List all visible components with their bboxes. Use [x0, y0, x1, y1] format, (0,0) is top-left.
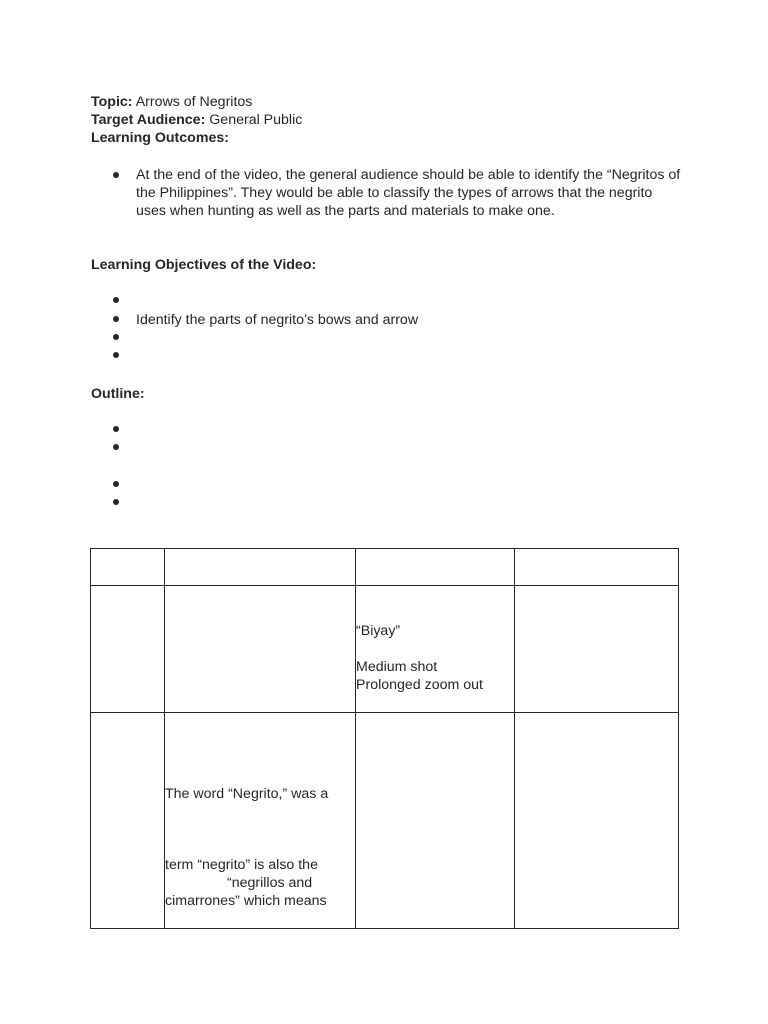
outcomes-heading: Learning Outcomes:: [91, 130, 229, 146]
table-cell: [165, 713, 356, 929]
table-cell: [356, 549, 515, 586]
objective-bullet-3: [113, 334, 119, 340]
table-cell: [165, 586, 356, 713]
table-cell: [91, 586, 165, 713]
audience-line: [91, 111, 302, 129]
table-cell: [515, 549, 679, 586]
biyay-text: “Biyay”: [356, 623, 401, 639]
table-cell: [91, 549, 165, 586]
table-cell: [356, 586, 515, 713]
topic-label: Topic:: [91, 94, 133, 110]
shot-type-text: Medium shot: [356, 659, 438, 675]
script-table: [90, 548, 679, 929]
audience-label: Target Audience:: [91, 112, 206, 128]
table-cell: [515, 713, 679, 929]
outline-bullet-2: [113, 444, 119, 450]
camera-move-text: Prolonged zoom out: [356, 677, 483, 693]
narration-line-1: The word “Negrito,” was a: [165, 786, 329, 802]
table-row: [91, 586, 679, 713]
outcome-bullet: [113, 172, 119, 178]
audience-value: General Public: [209, 112, 303, 128]
narration-line-4: cimarrones” which means: [165, 893, 327, 909]
objective-bullet-2: [113, 316, 119, 322]
topic-value: Arrows of Negritos: [135, 94, 253, 110]
narration-line-3: “negrillos and: [227, 875, 313, 891]
outline-bullet-3: [113, 481, 119, 487]
outline-heading: Outline:: [91, 386, 145, 402]
table-cell: [91, 713, 165, 929]
table-cell: [165, 549, 356, 586]
objective-bullet-1: [113, 297, 119, 303]
outcome-text: At the end of the video, the general audience should be able to identify the “Negritos of the Philippines”. They would be able to classify the types of arrows that the negrito uses when hunting as well as the parts and materials to make one.: [136, 167, 681, 219]
objective-bullet-4: [113, 352, 119, 358]
outline-bullet-1: [113, 426, 119, 432]
objective-text-2: Identify the parts of negrito’s bows and arrow: [136, 312, 419, 328]
topic-line: [91, 93, 252, 111]
table-row: [91, 713, 679, 929]
narration-line-2: term “negrito” is also the: [165, 857, 318, 873]
outline-bullet-4: [113, 499, 119, 505]
table-cell: [356, 713, 515, 929]
table-row: [91, 549, 679, 586]
table-cell: [515, 586, 679, 713]
objectives-heading: Learning Objectives of the Video:: [91, 257, 317, 273]
